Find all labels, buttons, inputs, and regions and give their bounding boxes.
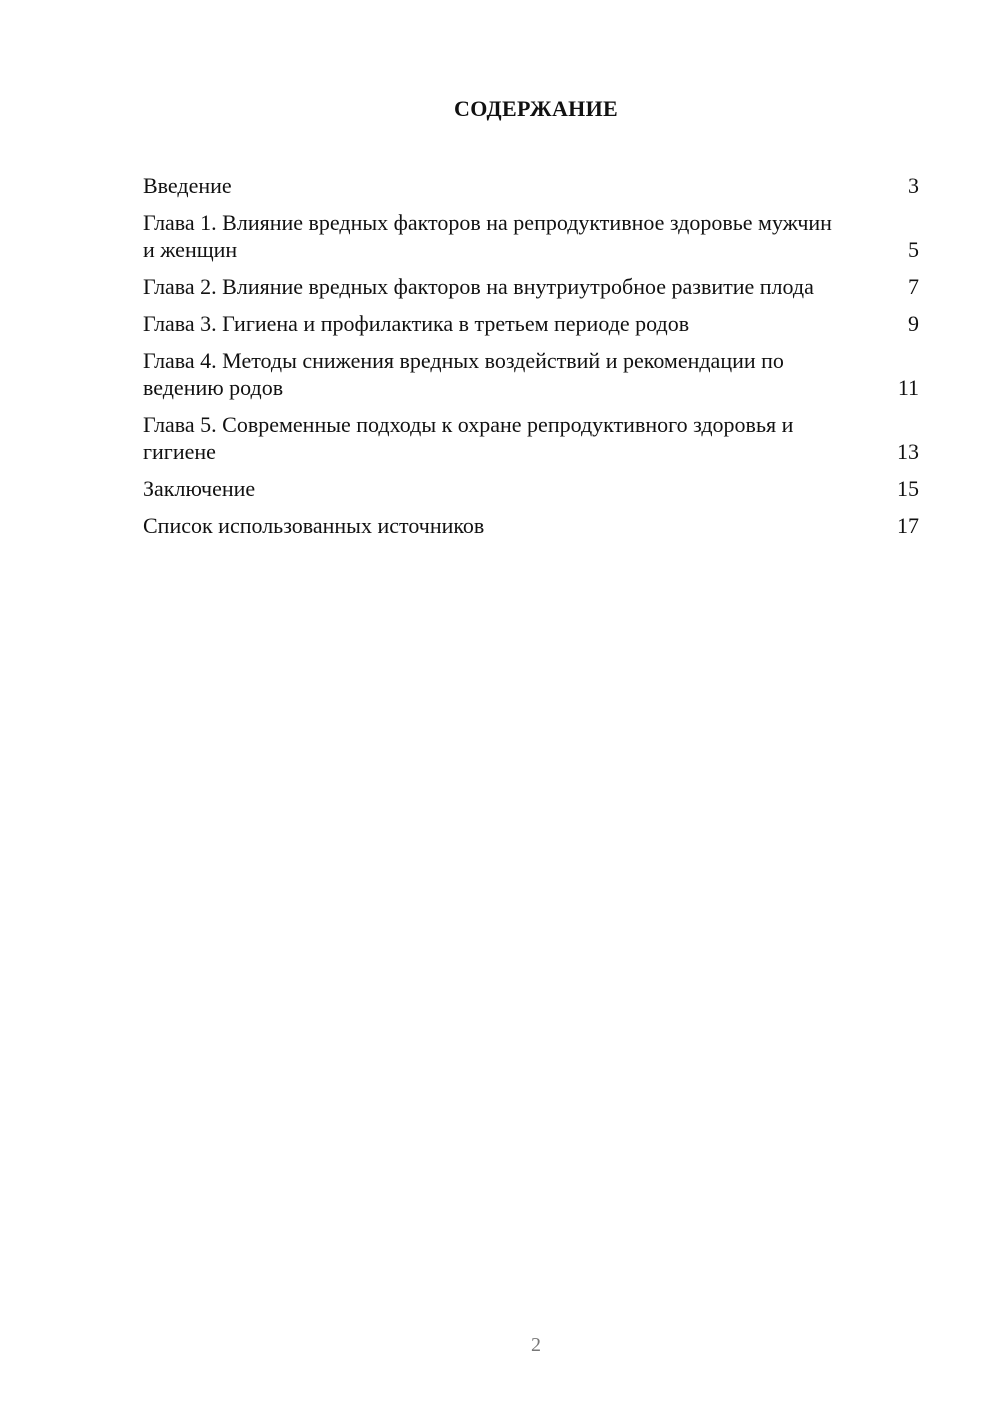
toc-entry-text: Введение — [143, 173, 232, 198]
toc-entry-chapter-1 — [143, 209, 919, 263]
page-number: 2 — [531, 1334, 541, 1356]
toc-entry-chapter-2 — [143, 273, 919, 300]
toc-entry-page: 3 — [908, 173, 919, 198]
toc-entry-text: Глава 2. Влияние вредных факторов на внутриутробное развитие плода — [143, 274, 814, 299]
toc-entry-page: 5 — [908, 237, 919, 262]
toc-entry-introduction — [143, 172, 919, 199]
toc-entry-page: 15 — [897, 476, 919, 501]
table-of-contents — [143, 172, 919, 549]
toc-entry-page: 11 — [897, 375, 919, 400]
toc-entry-text: Глава 5. Современные подходы к охране репродуктивного здоровья и гигиене — [143, 412, 794, 464]
toc-entry-page: 7 — [908, 274, 919, 299]
toc-entry-references — [143, 512, 919, 539]
toc-entry-page: 13 — [897, 439, 919, 464]
toc-entry-page: 17 — [897, 513, 919, 538]
toc-entry-chapter-3 — [143, 310, 919, 337]
toc-entry-page: 9 — [908, 311, 919, 336]
toc-entry-chapter-4 — [143, 347, 919, 401]
toc-entry-text: Глава 1. Влияние вредных факторов на репродуктивное здоровье мужчин и женщин — [143, 210, 832, 262]
toc-entry-text: Глава 3. Гигиена и профилактика в третьем периоде родов — [143, 311, 690, 336]
toc-entry-text: Глава 4. Методы снижения вредных воздействий и рекомендации по ведению родов — [143, 348, 784, 400]
toc-entry-text: Список использованных источников — [143, 513, 485, 538]
toc-entry-text: Заключение — [143, 476, 256, 501]
toc-entry-chapter-5 — [143, 411, 919, 465]
page-title: СОДЕРЖАНИЕ — [454, 96, 618, 121]
toc-entry-conclusion — [143, 475, 919, 502]
